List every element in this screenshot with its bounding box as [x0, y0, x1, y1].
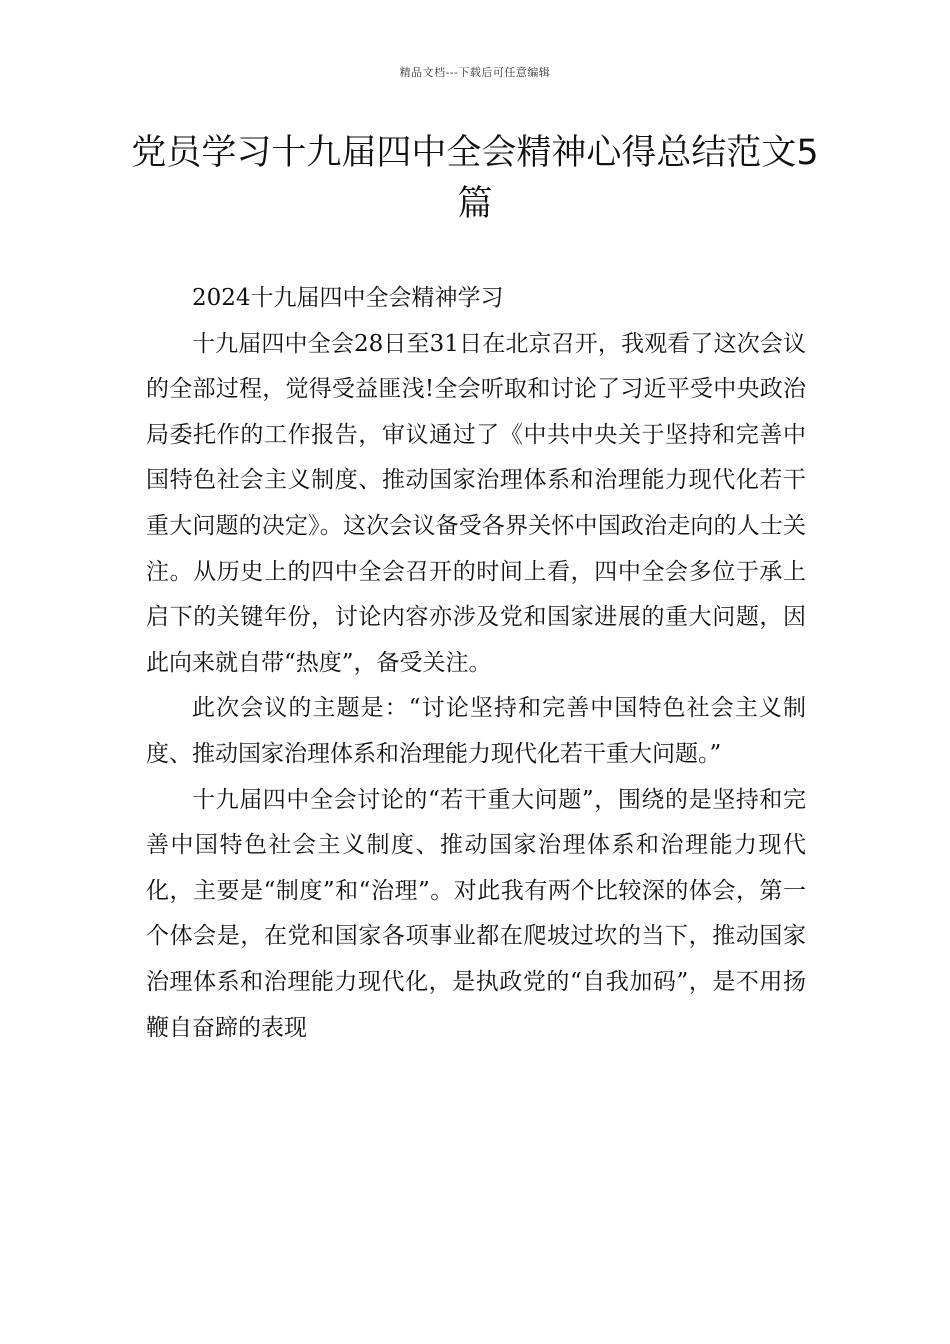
document-title: 党员学习十九届四中全会精神心得总结范文5篇 — [131, 133, 819, 224]
header-note: 精品文档---下载后可任意编辑 — [399, 66, 551, 79]
paragraph: 此次会议的主题是：“讨论坚持和完善中国特色社会主义制度、推动国家治理体系和治理能力现代化若干重大问题。” — [146, 695, 806, 767]
paragraph: 十九届四中全会讨论的“若干重大问题”，围绕的是坚持和完善中国特色社会主义制度、推动国家治理体系和治理能力现代化，主要是“制度”和“治理”。对此我有两个比较深的体会，第一个体会是，在党和国家各项事业都在爬坡过坎的当下，推动国家治理体系和治理能力现代化，是执政党的“自我加码”，是不用扬鞭自奋蹄的表现 — [146, 786, 806, 1041]
document-body — [146, 276, 806, 1051]
paragraph: 2024十九届四中全会精神学习 — [192, 285, 504, 311]
paragraph: 十九届四中全会28日至31日在北京召开，我观看了这次会议的全部过程，觉得受益匪浅!全会听取和讨论了习近平受中央政治局委托作的工作报告，审议通过了《中共中央关于坚持和完善中国特色社会主义制度、推动国家治理体系和治理能力现代化若干重大问题的决定》。这次会议备受各界关怀中国政治走向的人士关注。从历史上的四中全会召开的时间上看，四中全会多位于承上启下的关键年份，讨论内容亦涉及党和国家进展的重大问题，因此向来就自带“热度”，备受关注。 — [146, 330, 806, 676]
